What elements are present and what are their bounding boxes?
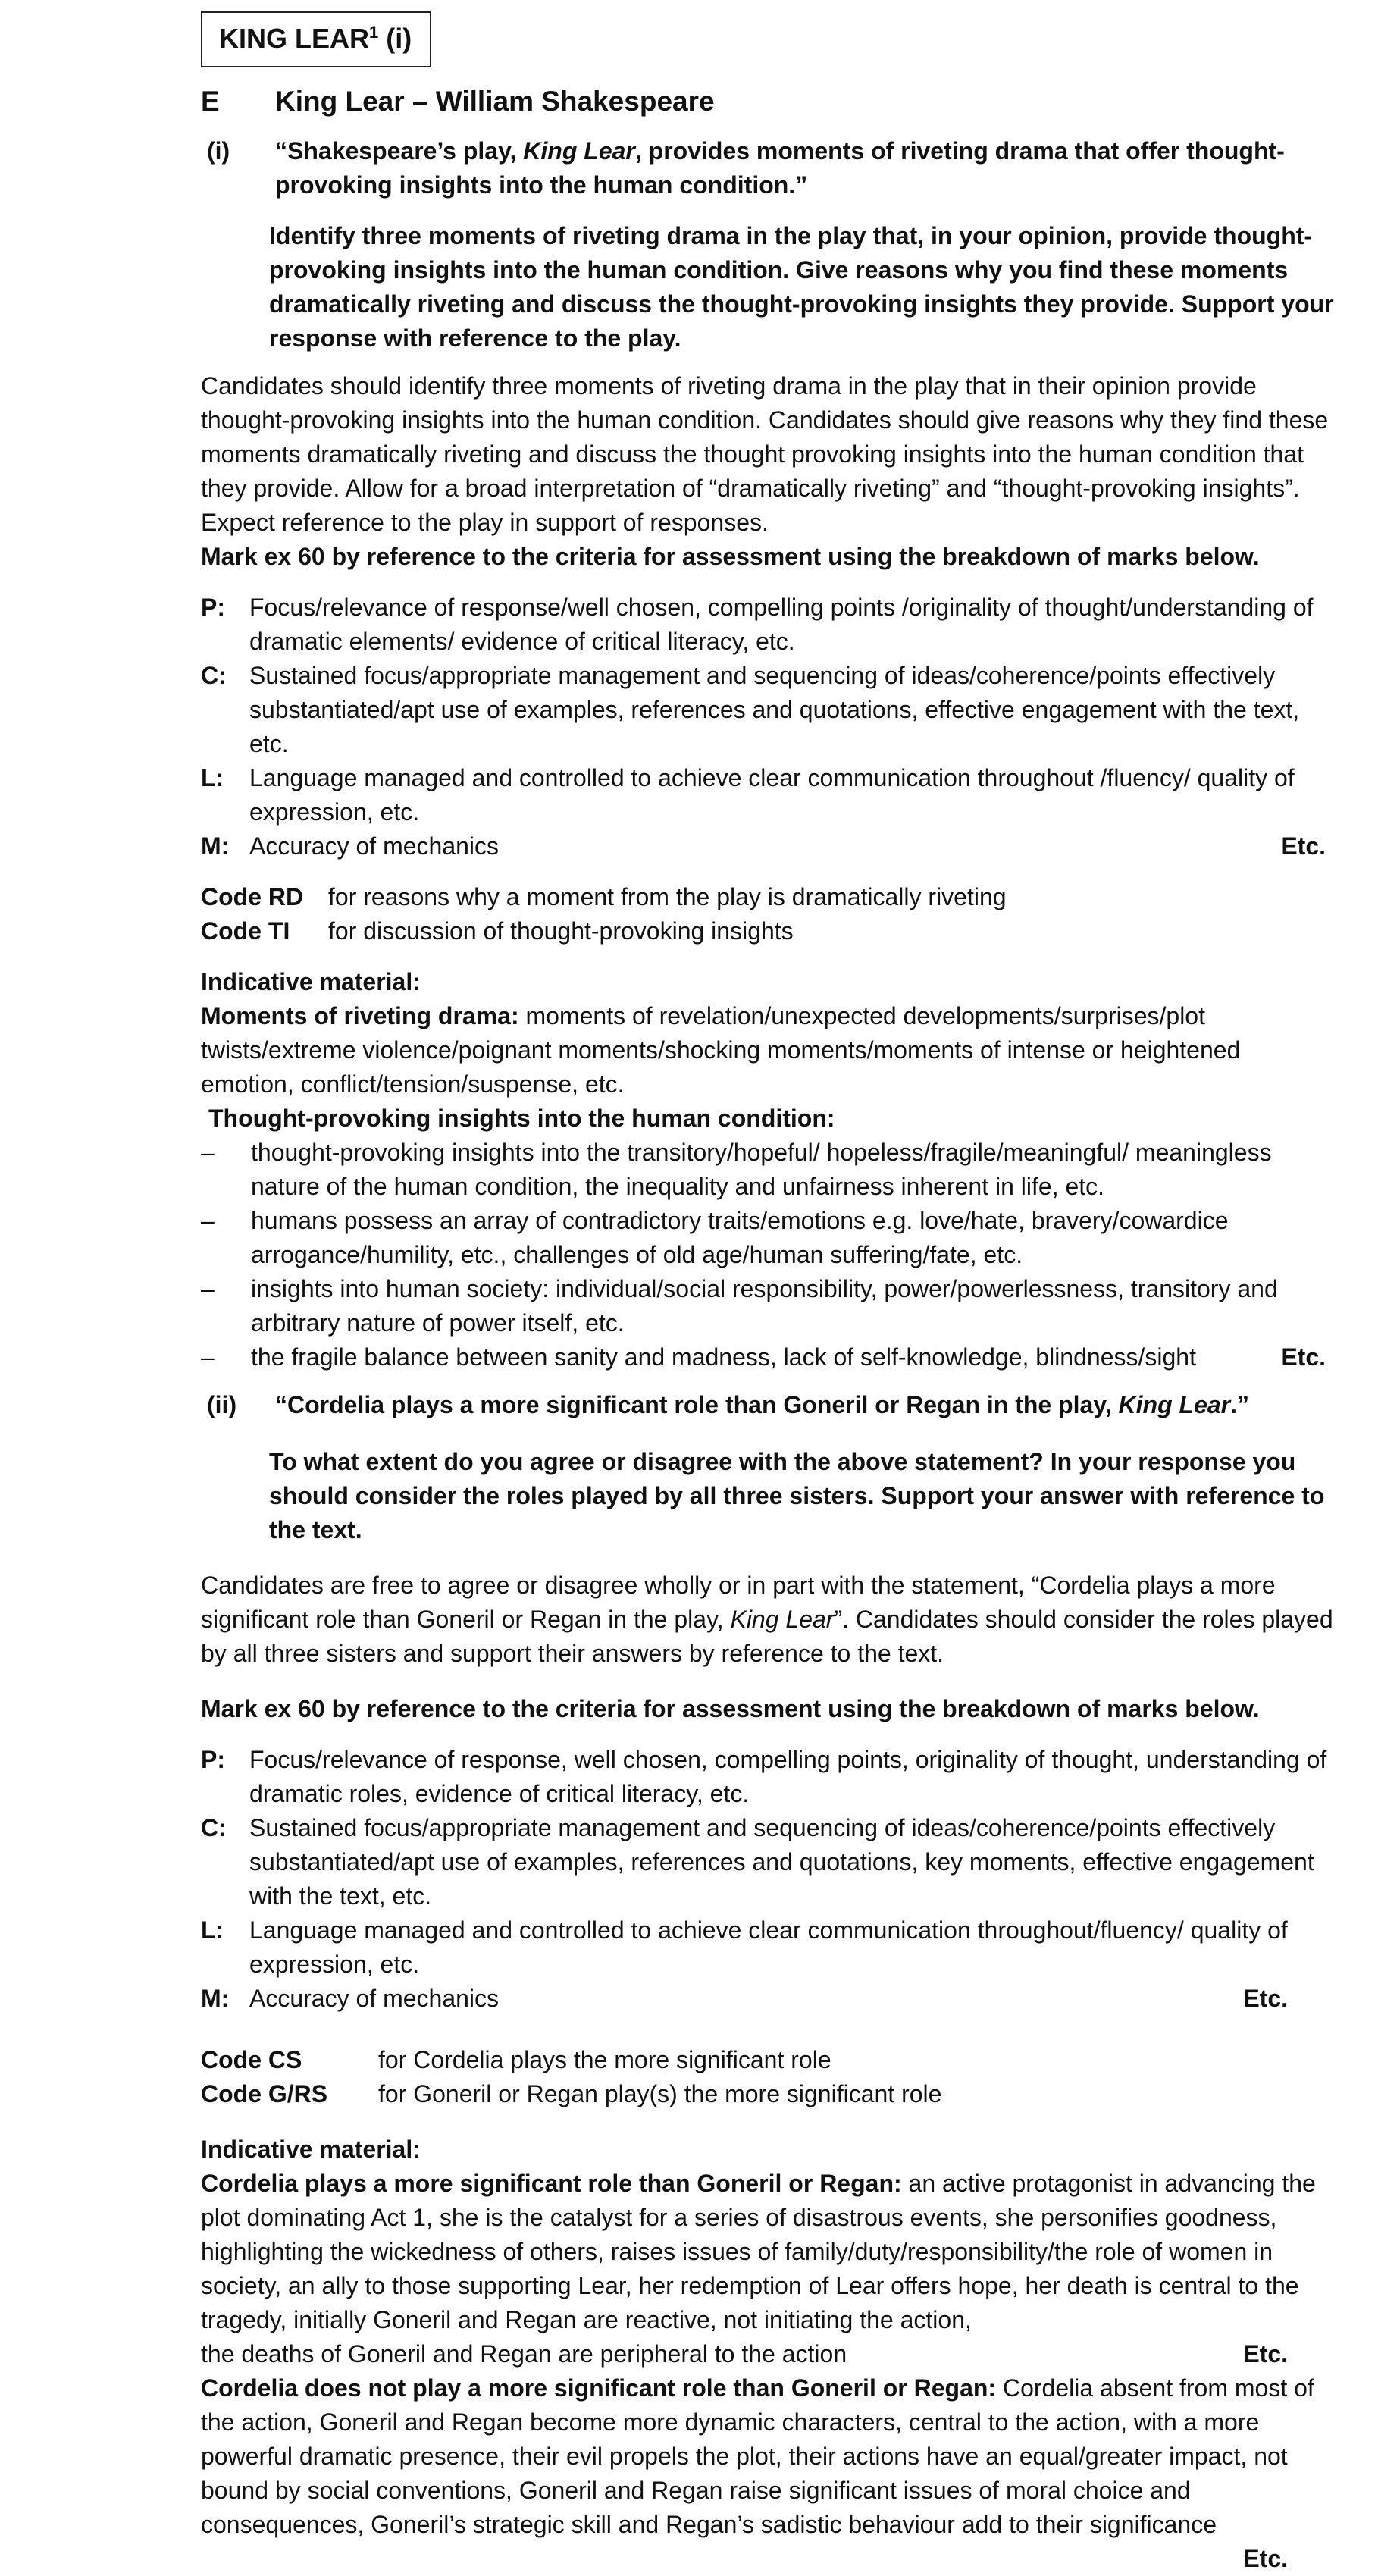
question-2-quote — [201, 1388, 1338, 1422]
bullet-item — [201, 1340, 1338, 1374]
section-title: King Lear – William Shakespeare — [275, 86, 715, 117]
criterion-c — [201, 659, 1338, 761]
title-box — [201, 11, 431, 67]
criterion-key: M: — [201, 1985, 230, 2012]
question-1-instruction: Identify three moments of riveting drama in the play that, in your opinion, provide thought-provoking insights into the human condition. Give reasons why you find these moments dramatically riveting and discuss the thought-provoking insights they provide. Support your response with reference to the play. — [269, 222, 1334, 352]
criterion-m — [201, 1982, 1338, 2016]
question-2-quote-end: .” — [1230, 1391, 1249, 1418]
indicative-heading: Indicative material: — [201, 968, 421, 995]
etc-label: Etc. — [1281, 832, 1326, 860]
criterion-text: Accuracy of mechanics — [249, 1985, 500, 2012]
code-text: for reasons why a moment from the play is dramatically riveting — [328, 883, 1007, 910]
question-1-quote — [201, 134, 1338, 202]
criterion-c — [201, 1811, 1338, 1913]
criterion-p — [201, 591, 1338, 659]
bullet-item — [201, 1136, 1338, 1204]
title-main: KING LEAR — [219, 23, 369, 54]
criterion-key: P: — [201, 594, 225, 621]
criterion-key: M: — [201, 832, 230, 860]
dash-marker: – — [201, 1207, 215, 1234]
code-label: Code G/RS — [201, 2080, 328, 2107]
criterion-key: P: — [201, 1746, 225, 1773]
question-1-criteria — [201, 591, 1338, 863]
agree-text-end: the deaths of Goneril and Regan are peripheral to the action — [201, 2340, 847, 2368]
question-1-codes — [201, 880, 1338, 948]
code-row — [201, 880, 1338, 914]
code-text: for discussion of thought-provoking insights — [328, 917, 794, 945]
moments-paragraph — [201, 999, 1338, 1102]
code-row — [201, 914, 1338, 948]
title-suffix: (i) — [378, 23, 412, 54]
guidance-play-title: King Lear — [730, 1606, 835, 1633]
criterion-key: C: — [201, 1814, 227, 1841]
question-2-play-title: King Lear — [1118, 1391, 1231, 1418]
criterion-text: Language managed and controlled to achieve clear communication throughout/fluency/ quality of expression, etc. — [249, 1916, 1288, 1978]
criterion-text: Language managed and controlled to achieve clear communication throughout /fluency/ quality of expression, etc. — [249, 764, 1295, 826]
question-1-mark-line: Mark ex 60 by reference to the criteria for assessment using the breakdown of marks below. — [201, 543, 1260, 570]
etc-label: Etc. — [1243, 1985, 1288, 2012]
bullet-text: insights into human society: individual/social responsibility, power/powerlessness, transitory and arbitrary nature of power itself, etc. — [251, 1275, 1278, 1337]
insights-label: Thought-provoking insights into the human condition: — [208, 1105, 835, 1132]
disagree-etc: Etc. — [1243, 2545, 1288, 2572]
section-letter: E — [201, 86, 220, 117]
question-1-indicative — [201, 965, 1338, 1374]
bullet-text: humans possess an array of contradictory traits/emotions e.g. love/hate, bravery/cowardice arrogance/humility, etc., challenges of old age/human suffering/fate, etc. — [251, 1207, 1229, 1268]
criterion-key: C: — [201, 662, 227, 689]
question-1-number: (i) — [207, 137, 230, 165]
title-footnote-marker: 1 — [369, 23, 379, 42]
question-1-quote-end: , provides moments of riveting drama that offer thought-provoking insights into the human condition.” — [275, 137, 1285, 199]
guidance-text: Candidates are free to agree or disagree wholly or in part with the statement, “Cordelia plays a more significant role than Goneril or Regan in the play, — [201, 1572, 1276, 1633]
question-2-quote-text: “Cordelia plays a more significant role than Goneril or Regan in the play, — [275, 1391, 1119, 1418]
bullet-text: the fragile balance between sanity and madness, lack of self-knowledge, blindness/sight — [251, 1343, 1196, 1371]
marking-scheme-page — [201, 11, 1338, 2576]
criterion-text: Sustained focus/appropriate management and sequencing of ideas/coherence/points effectively substantiated/apt use of examples, references and quotations, key moments, effective engagement with the text, etc. — [249, 1814, 1314, 1910]
code-row — [201, 2043, 1338, 2077]
guidance-text-end: ”. Candidates should consider the roles played by all three sisters and support their answers by reference to the text. — [201, 1606, 1333, 1667]
disagree-text: Cordelia absent from most of the action, Goneril and Regan become more dynamic characters, central to the action, with a more powerful dramatic presence, their evil propels the plot, their actions have an equal/greater impact, not bound by social conventions, Goneril and Regan raise significant issues of moral choice and consequences, Goneril’s strategic skill and Regan’s sadistic behaviour add to their significance — [201, 2374, 1314, 2538]
bullet-item — [201, 1204, 1338, 1272]
code-label: Code CS — [201, 2046, 302, 2073]
code-label: Code RD — [201, 883, 304, 910]
disagree-label: Cordelia does not play a more significant role than Goneril or Regan: — [201, 2374, 997, 2402]
moments-label: Moments of riveting drama: — [201, 1002, 519, 1029]
question-1-guidance: Candidates should identify three moments of riveting drama in the play that in their opinion provide thought-provoking insights into the human condition. Candidates should give reasons why they find these moments dramatically riveting and discuss the thought provoking insights into the human condition that they provide. Allow for a broad interpretation of “dramatically riveting” and “thought-provoking insights”. Expect reference to the play in support of responses. — [201, 372, 1329, 536]
question-2-number: (ii) — [207, 1391, 237, 1418]
dash-marker: – — [201, 1139, 215, 1166]
bullet-text: thought-provoking insights into the transitory/hopeful/ hopeless/fragile/meaningful/ meaningless nature of the human condition, the inequality and unfairness inherent in life, etc. — [251, 1139, 1272, 1200]
agree-paragraph — [201, 2167, 1338, 2337]
criterion-text: Accuracy of mechanics — [249, 832, 500, 860]
agree-last-line — [201, 2337, 1338, 2371]
criterion-key: L: — [201, 1916, 224, 1944]
question-2-mark-line: Mark ex 60 by reference to the criteria for assessment using the breakdown of marks below. — [201, 1695, 1260, 1722]
dash-marker: – — [201, 1275, 215, 1302]
code-label: Code TI — [201, 917, 290, 945]
criterion-m — [201, 829, 1338, 863]
criterion-text: Sustained focus/appropriate management and sequencing of ideas/coherence/points effectively substantiated/apt use of examples, references and quotations, effective engagement with the text, etc. — [249, 662, 1300, 757]
dash-marker: – — [201, 1343, 215, 1371]
question-2-criteria — [201, 1743, 1338, 2016]
code-text: for Cordelia plays the more significant role — [378, 2046, 831, 2073]
question-1-quote-text: “Shakespeare’s play, — [275, 137, 524, 165]
criterion-text: Focus/relevance of response, well chosen, compelling points, originality of thought, understanding of dramatic roles, evidence of critical literacy, etc. — [249, 1746, 1327, 1807]
section-heading — [201, 83, 1338, 121]
agree-label: Cordelia plays a more significant role than Goneril or Regan: — [201, 2170, 902, 2197]
question-2-codes — [201, 2043, 1338, 2111]
question-2-guidance — [201, 1568, 1338, 1671]
etc-label: Etc. — [1243, 2340, 1288, 2368]
criterion-l — [201, 761, 1338, 829]
indicative-heading: Indicative material: — [201, 2136, 421, 2163]
question-2-indicative — [201, 2133, 1338, 2576]
criterion-p — [201, 1743, 1338, 1811]
criterion-key: L: — [201, 764, 224, 791]
question-1-play-title: King Lear — [523, 137, 635, 165]
moments-text: moments of revelation/unexpected developments/surprises/plot twists/extreme violence/poignant moments/shocking moments/moments of intense or heightened emotion, conflict/tension/suspense, etc. — [201, 1002, 1241, 1098]
bullet-item — [201, 1272, 1338, 1340]
etc-label: Etc. — [1281, 1343, 1326, 1371]
criterion-text: Focus/relevance of response/well chosen, compelling points /originality of thought/understanding of dramatic elements/ evidence of critical literacy, etc. — [249, 594, 1314, 655]
agree-text: an active protagonist in advancing the plot dominating Act 1, she is the catalyst for a series of disastrous events, she personifies goodness, highlighting the wickedness of others, raises issues of family/duty/responsibility/the role of women in society, an ally to those supporting Lear, her redemption of Lear offers hope, her death is central to the tragedy, initially Goneril and Regan are reactive, not initiating the action, — [201, 2170, 1316, 2333]
code-row — [201, 2077, 1338, 2111]
code-text: for Goneril or Regan play(s) the more significant role — [378, 2080, 942, 2107]
disagree-paragraph — [201, 2371, 1338, 2542]
question-2-instruction: To what extent do you agree or disagree with the above statement? In your response you should consider the roles played by all three sisters. Support your answer with reference to the text. — [269, 1448, 1325, 1543]
criterion-l — [201, 1913, 1338, 1982]
